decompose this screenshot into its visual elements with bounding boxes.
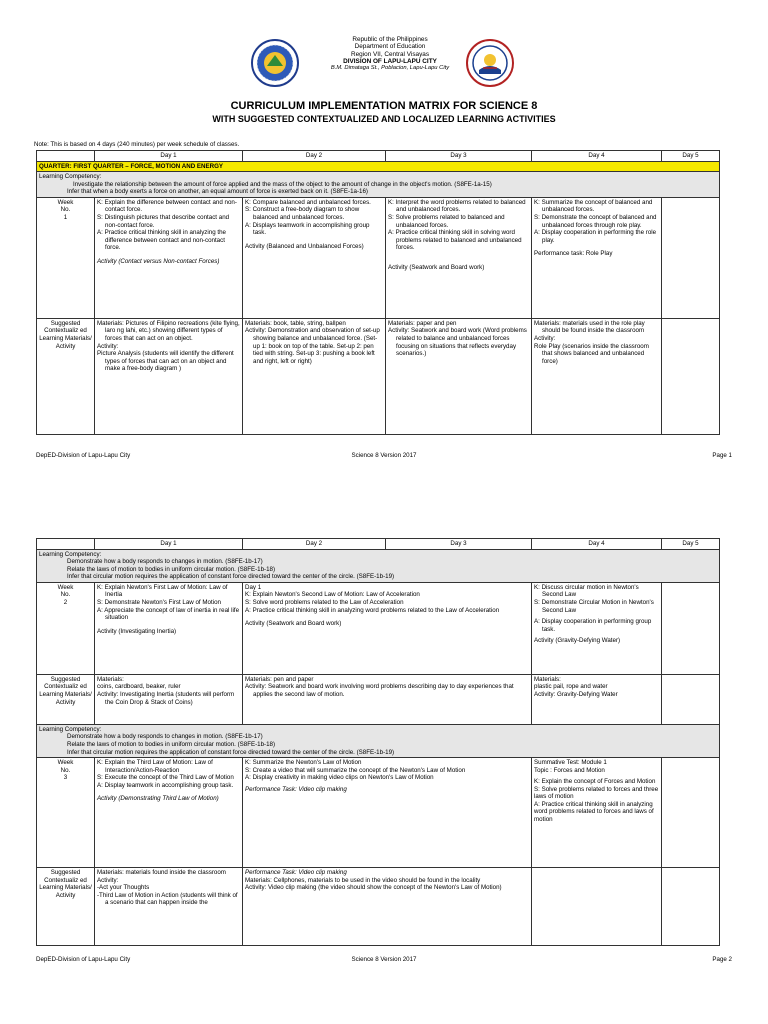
week-row: [37, 582, 720, 674]
day-header-row: [37, 539, 720, 550]
materials-row: [37, 318, 720, 434]
day-2-header: Day 2: [243, 539, 386, 550]
week-2-day-4-cell: K: Discuss circular motion in Newton's Second Law S: Demonstrate Circular Motion in Newton's Second Law A: Display cooperation in performing group task. Activity (Gravity-Defying Water): [532, 582, 662, 674]
materials-day-3-cell: Materials: paper and pen Activity: Seatwork and board work (Word problems related to balance and unbalanced forces focusing on situations that reflects everyday scenarios.): [386, 318, 532, 434]
week-1-day-1-cell: K: Explain the difference between contact and non-contact force. S: Distinguish pictures that describe contact and non-contact force. A: Practice critical thinking skill in analyzing the difference between contact and non-contact force. Activity (Contact versus Non-contact Forces): [95, 197, 243, 318]
suggested-label-cell: Suggested Contextualiz ed Learning Materials/ Activity: [37, 318, 95, 434]
day-1-header: Day 1: [95, 151, 243, 162]
footer-division: DepED-Division of Lapu-Lapu City: [36, 956, 131, 963]
week-3-day-2-3-cell: K: Summarize the Newton's Law of Motion S: Create a video that will summarize the concept of the Newton's Law of Motion A: Display creativity in making video clips on Newton's Law of Motion Performance Task: Video clip making: [243, 758, 532, 868]
learning-competency-label: Learning Competency:: [39, 550, 102, 558]
week-3-day-4-cell: Summative Test: Module 1 Topic : Forces and Motion K: Explain the concept of Forces and Motion S: Solve problems related to forces and three laws of motion A: Practice critical thinking skill in analyzing word problems related to forces and laws of motion: [532, 758, 662, 868]
materials-week-3-day-5-cell: [662, 868, 720, 946]
competency-item: Infer that circular motion requires the application of constant force directed toward the center of the circle. (S8FE-1b-19): [67, 748, 395, 756]
page-2-footer: [36, 956, 732, 964]
week-label-cell: Week No. 3: [37, 758, 95, 868]
letterhead-text: Republic of the Philippines Department of Education Region VII, Central Visayas DIVISION OF LAPU-LAPU CITY B.M. Dimataga St., Poblacion, Lapu-Lapu City: [330, 36, 450, 72]
week-1-day-5-cell: [662, 197, 720, 318]
week-3-day-5-cell: [662, 758, 720, 868]
day-2-header: Day 2: [243, 151, 386, 162]
materials-row: [37, 674, 720, 724]
materials-day-4-cell: Materials: materials used in the role play should be found inside the classroom Activity: Role Play (scenarios inside the classroom that shows balanced and unbalanced force): [532, 318, 662, 434]
week-2-day-5-cell: [662, 582, 720, 674]
day-3-header: Day 3: [386, 539, 532, 550]
quarter-label: QUARTER: FIRST QUARTER – FORCE, MOTION AND ENERGY: [37, 161, 720, 172]
day-4-header: Day 4: [532, 539, 662, 550]
competency-item: Demonstrate how a body responds to changes in motion. (S8FE-1b-17): [67, 733, 263, 741]
footer-version: Science 8 Version 2017: [351, 956, 417, 963]
day-header-row: [37, 151, 720, 162]
letterhead: [0, 28, 768, 88]
materials-day-2-cell: Materials: book, table, string, ballpen Activity: Demonstration and observation of set-up showing balance and unbalanced force. (Set-up 1: book on top of the table. Set-up 2: pen tied with string. Set-up 3: pushing a book left and right, left or right): [243, 318, 386, 434]
week-1-day-2-cell: K: Compare balanced and unbalanced forces. S: Construct a free-body diagram to show balanced and unbalanced forces. A: Displays teamwork in accomplishing group task. Activity (Balanced and Unbalanced Forces): [243, 197, 386, 318]
learning-competency-label: Learning Competency:: [39, 173, 102, 181]
materials-week-2-day-4-cell: Materials: plastic pail, rope and water Activity: Gravity-Defying Water: [532, 674, 662, 724]
page-gap: [0, 470, 768, 520]
week-1-day-3-cell: K: Interpret the word problems related to balanced and unbalanced forces. S: Solve problems related to balanced and unbalanced forces. A: Practice critical thinking skill in solving word problems related to balanced and unbalanced forces. Activity (Seatwork and Board work): [386, 197, 532, 318]
competency-item: Investigate the relationship between the amount of force applied and the mass of the object to the amount of change in the object's motion. (S8FE-1a-15): [73, 180, 492, 188]
materials-week-3-day-2-3-cell: Performance Task: Video clip making Materials: Cellphones, materials to be used in the video should be found in the locality Activity: Video clip making (the video should show the concept of the Newton's Law of Motion): [243, 868, 532, 946]
page-2: [0, 520, 768, 1024]
page-title: CURRICULUM IMPLEMENTATION MATRIX FOR SCIENCE 8: [230, 100, 538, 112]
materials-week-3-day-1-cell: Materials: materials found inside the classroom Activity: -Act your Thoughts -Third Law of Motion in Action (students will think of a scenario that can happen inside the: [95, 868, 243, 946]
learning-competency-row: [37, 549, 720, 582]
day-3-header: Day 3: [386, 151, 532, 162]
materials-week-2-day-2-3-cell: Materials: pen and paper Activity: Seatwork and board work involving word problems describing day to day experiences that applies the second law of motion.: [243, 674, 532, 724]
deped-division-seal-icon: [250, 38, 300, 88]
materials-week-3-day-4-cell: [532, 868, 662, 946]
page-subtitle: WITH SUGGESTED CONTEXTUALIZED AND LOCALIZED LEARNING ACTIVITIES: [212, 114, 556, 124]
week-2-day-1-cell: K: Explain Newton's First Law of Motion: Law of Inertia S: Demonstrate Newton's First Law of Motion A: Appreciate the concept of law of inertia in real life situation Activity (Investigating Inertia): [95, 582, 243, 674]
schedule-note: Note: This is based on 4 days (240 minutes) per week schedule of classes.: [34, 141, 240, 148]
footer-version: Science 8 Version 2017: [351, 452, 417, 459]
matrix-table-page-1: [36, 150, 720, 435]
week-row: [37, 197, 720, 318]
week-1-day-4-cell: K: Summarize the concept of balanced and unbalanced forces. S: Demonstrate the concept of balanced and unbalanced forces through role play. A: Display cooperation in performing the role play. Performance task: Role Play: [532, 197, 662, 318]
materials-week-2-day-5-cell: [662, 674, 720, 724]
competency-item: Relate the laws of motion to bodies in uniform circular motion. (S8FE-1b-18): [67, 565, 276, 573]
week-label-cell: Week No. 2: [37, 582, 95, 674]
day-5-header: Day 5: [662, 151, 720, 162]
footer-division: DepED-Division of Lapu-Lapu City: [36, 452, 131, 459]
competency-item: Demonstrate how a body responds to changes in motion. (S8FE-1b-17): [67, 558, 263, 566]
materials-row: [37, 868, 720, 946]
learning-competency-row: [37, 724, 720, 757]
matrix-table-page-2: [36, 538, 720, 946]
day-4-header: Day 4: [532, 151, 662, 162]
week-2-day-2-3-cell: Day 1 K: Explain Newton's Second Law of Motion: Law of Acceleration S: Solve word problems related to the Law of Acceleration A: Practice critical thinking skill in analyzing word problems related to the Law of Acceleration Activity (Seatwork and Board work): [243, 582, 532, 674]
footer-page-number: Page 2: [712, 956, 732, 963]
week-row: [37, 758, 720, 868]
page-1-footer: [36, 452, 732, 460]
learning-competency-row: [37, 172, 720, 198]
competency-item: Infer that circular motion requires the application of constant force directed toward the center of the circle. (S8FE-1b-19): [67, 573, 395, 581]
week-3-day-1-cell: K: Explain the Third Law of Motion: Law of Interaction/Action-Reaction S: Execute the concept of the Third Law of Motion A: Display teamwork in accomplishing group task. Activity (Demonstrating Third Law of Motion): [95, 758, 243, 868]
week-label-cell: Week No. 1: [37, 197, 95, 318]
deped-seal-icon: [465, 38, 515, 88]
learning-competency-label: Learning Competency:: [39, 725, 102, 733]
suggested-label-cell: Suggested Contextualiz ed Learning Materials/ Activity: [37, 868, 95, 946]
page-1: [0, 0, 768, 470]
footer-page-number: Page 1: [712, 452, 732, 459]
competency-item: Infer that when a body exerts a force on another, an equal amount of force is exerted back on it. (S8FE-1a-16): [67, 188, 368, 196]
day-1-header: Day 1: [95, 539, 243, 550]
day-5-header: Day 5: [662, 539, 720, 550]
materials-day-5-cell: [662, 318, 720, 434]
competency-item: Relate the laws of motion to bodies in uniform circular motion. (S8FE-1b-18): [67, 740, 276, 748]
materials-day-1-cell: Materials: Pictures of Filipino recreations (kite flying, laro ng lahi, etc.) showing different types of forces that can act on an object. Activity: Picture Analysis (students will identify the different types of forces that can act on an object and make a free-body diagram ): [95, 318, 243, 434]
materials-week-2-day-1-cell: Materials: coins, cardboard, beaker, ruler Activity: Investigating Inertia (students will perform the Coin Drop & Stack of Coins): [95, 674, 243, 724]
suggested-label-cell: Suggested Contextualiz ed Learning Materials/ Activity: [37, 674, 95, 724]
quarter-row: [37, 161, 720, 172]
